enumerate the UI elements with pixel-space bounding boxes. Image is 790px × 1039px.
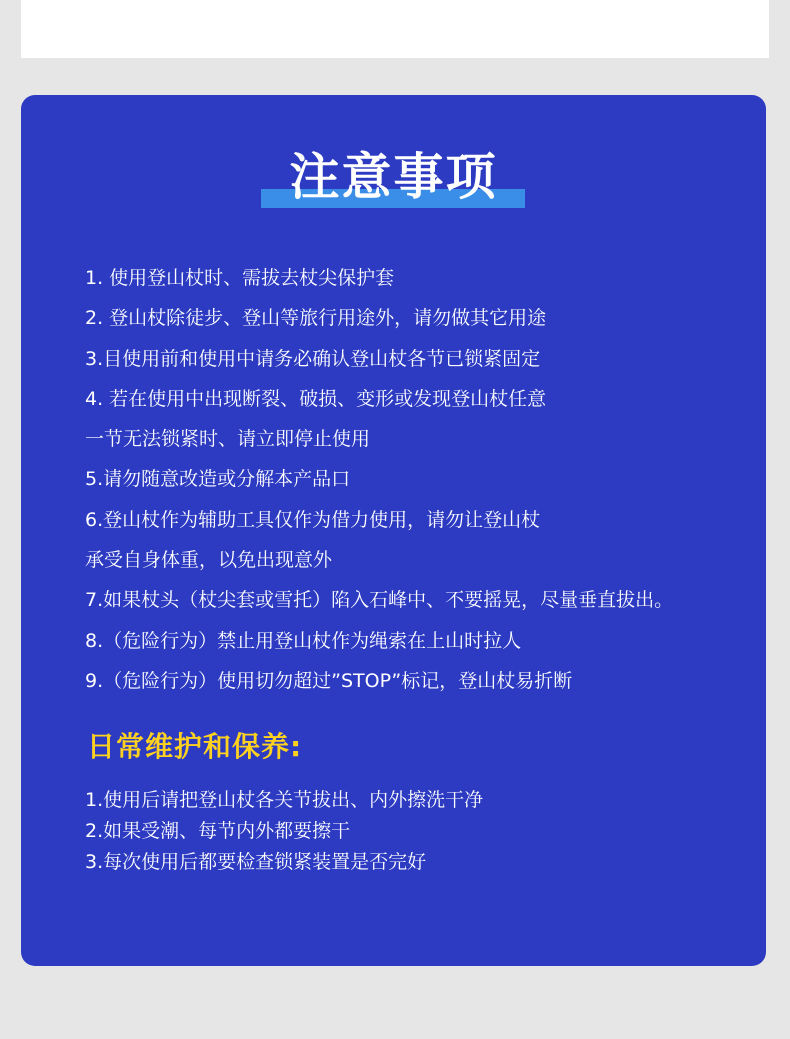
note-line-10: 8.（危险行为）禁止用登山杖作为绳索在上山时拉人: [85, 629, 522, 652]
care-item-1: 1.使用后请把登山杖各关节拔出、内外擦洗干净: [85, 789, 484, 811]
page-title: 注意事项: [289, 148, 498, 206]
note-line-3: 3.目使用前和使用中请务必确认登山杖各节已锁紧固定: [85, 347, 541, 370]
note-line-11: 9.（危险行为）使用切勿超过”STOP”标记，登山杖易折断: [85, 669, 573, 692]
notes-list: [85, 258, 673, 701]
note-line-9: 7.如果杖头（杖尖套或雪托）陷入石峰中、不要摇晃，尽量垂直拔出。: [85, 589, 674, 612]
title-block: [21, 145, 766, 215]
note-line-7: 6.登山杖作为辅助工具仅作为借力使用，请勿让登山杖: [85, 508, 541, 531]
care-list: [85, 785, 483, 878]
care-item-2: 2.如果受潮、每节内外都要擦干: [85, 820, 351, 842]
note-line-6: 5.请勿随意改造或分解本产品口: [85, 468, 351, 491]
note-line-2: 2. 登山杖除徒步、登山等旅行用途外，请勿做其它用途: [85, 307, 547, 330]
top-white-panel: [21, 0, 769, 58]
note-line-1: 1. 使用登山杖时、需拔去杖尖保护套: [85, 267, 395, 289]
notice-card: [21, 95, 766, 966]
care-section-title: 日常维护和保养:: [87, 730, 303, 763]
note-line-8: 承受自身体重，以免出现意外: [85, 549, 333, 572]
note-line-4: 4. 若在使用中出现断裂、破损、变形或发现登山杖任意: [85, 387, 547, 410]
care-item-3: 3.每次使用后都要检查锁紧装置是否完好: [85, 851, 427, 873]
note-line-5: 一节无法锁紧时、请立即停止使用: [85, 428, 371, 451]
